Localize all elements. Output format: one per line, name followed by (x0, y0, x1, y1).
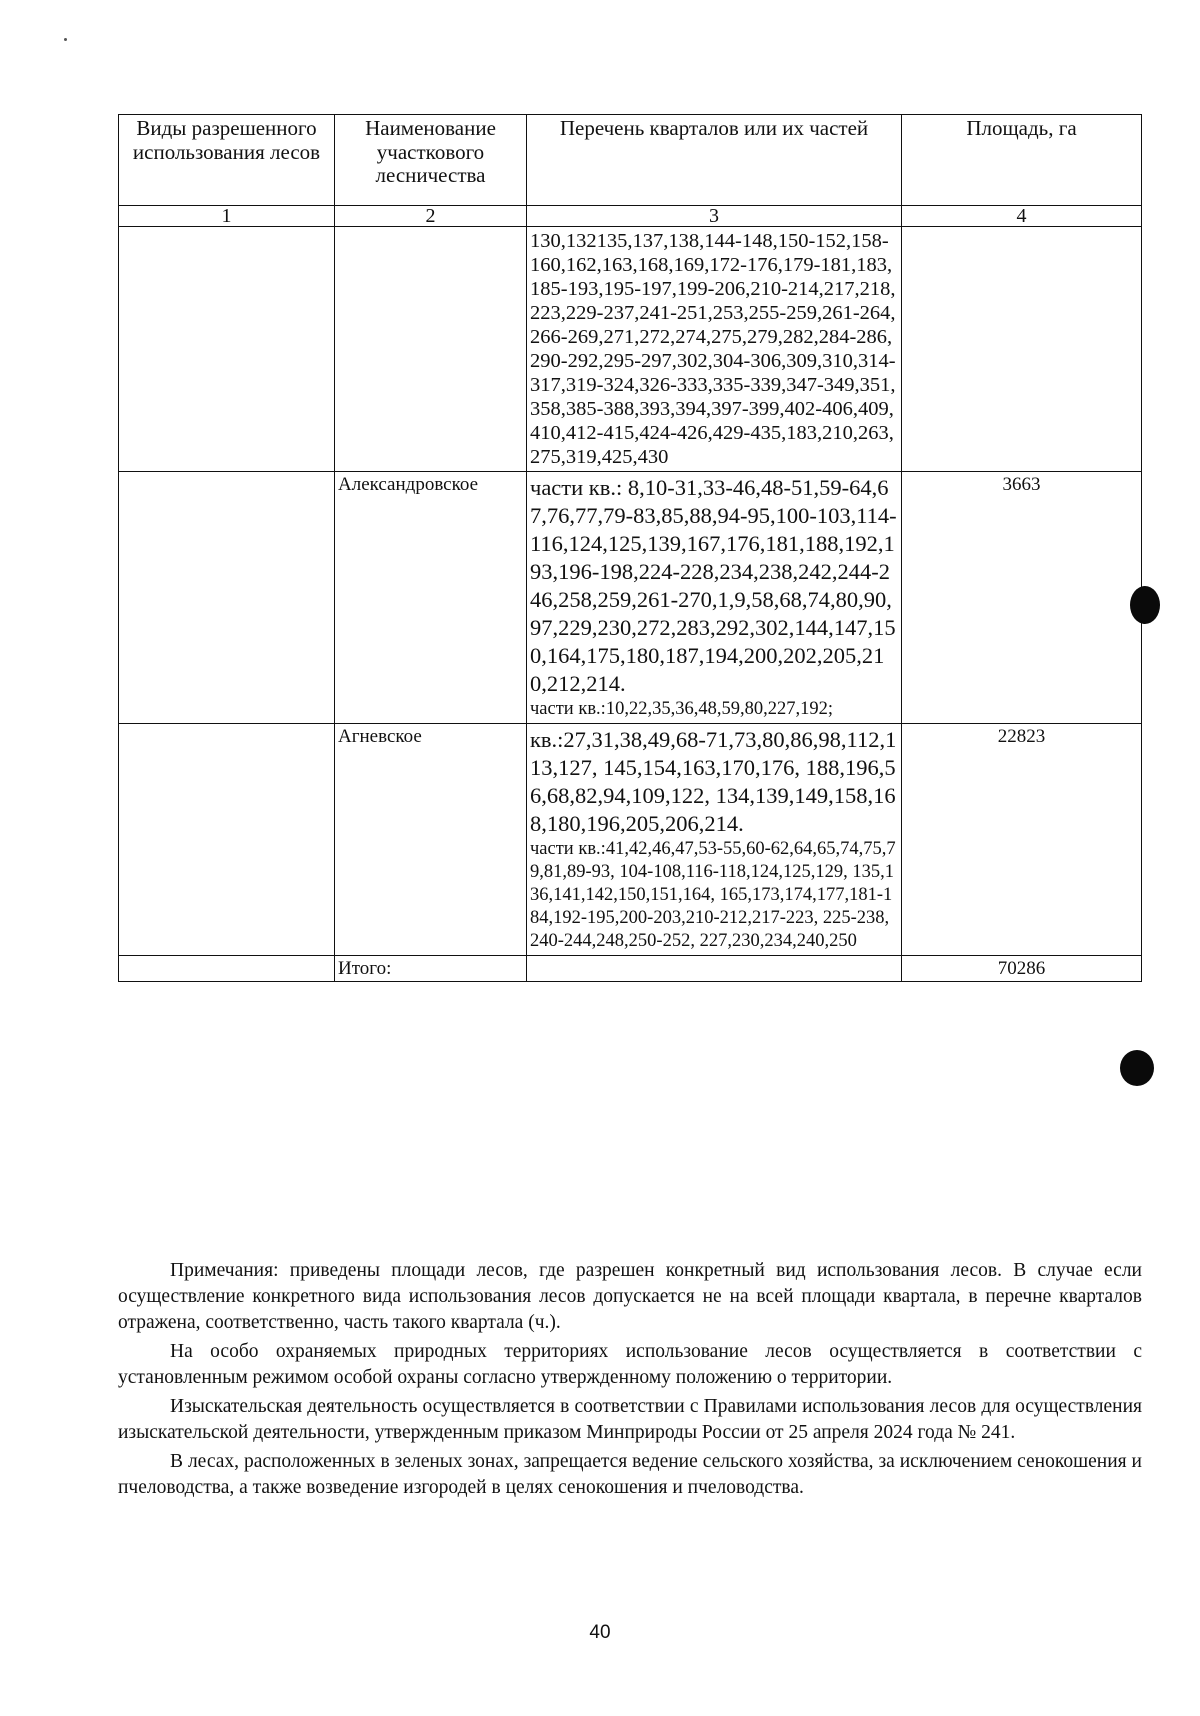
header-forestry-name: Наименование участкового лесничества (335, 115, 527, 206)
quarters-text: 130,132135,137,138,144-148,150-152,158-160,162,163,168,169,172-176,179-181,183,185-193,195-197,199-206,210-214,217,218,223,229-237,241-251,253,255-259,261-264,266-269,271,272,274,275,279,282,284-286,290-292,295-297,302,304-306,309,310,314-317,319-324,326-333,335-339,347-349,351,358,385-388,393,394,397-399,402-406,409,410,412-415,424-426,429-435,183,210,263,275,319,425,430 (530, 230, 896, 468)
total-empty-cell (119, 956, 335, 982)
quarters-text: части кв.:41,42,46,47,53-55,60-62,64,65,74,75,79,81,89-93, 104-108,116-118,124,125,129, 135,136,141,142,150,151,164, 165,173,174,177,181-184,192-195,200-203,210-212,217-223, 225-238,240-244,248,250-252, 227,230,234,240,250 (530, 839, 896, 951)
column-number: 3 (527, 206, 902, 227)
header-quarters-list: Перечень кварталов или их частей (527, 115, 902, 206)
ink-blot (1120, 1050, 1154, 1086)
table-row (119, 227, 1142, 472)
total-empty-cell (527, 956, 902, 982)
quarters-list-cell (527, 724, 902, 956)
forestry-name-cell: Агневское (335, 724, 527, 956)
page-number: 40 (589, 1622, 611, 1643)
total-label: Итого: (335, 956, 527, 982)
total-area: 70286 (902, 956, 1142, 982)
table-row (119, 724, 1142, 956)
quarters-list-cell (527, 472, 902, 724)
note-paragraph: На особо охраняемых природных территориях использование лесов осуществляется в соответствии с установленным режимом особой охраны согласно утвержденному положению о территории. (118, 1341, 1142, 1388)
column-number: 1 (119, 206, 335, 227)
forestry-name-cell: Александровское (335, 472, 527, 724)
table-body (119, 227, 1142, 956)
use-type-cell (119, 724, 335, 956)
note-paragraph: Изыскательская деятельность осуществляется в соответствии с Правилами использования лесов для осуществления изыскательской деятельности, утвержденным приказом Минприроды России от 25 апреля 2024 года № 241. (118, 1396, 1142, 1443)
total-row (119, 956, 1142, 982)
scan-speck (64, 38, 67, 41)
quarters-list-cell (527, 227, 902, 472)
area-cell: 22823 (902, 724, 1142, 956)
area-cell (902, 227, 1142, 472)
header-use-types: Виды разрешенного использования лесов (119, 115, 335, 206)
forestry-name-cell (335, 227, 527, 472)
table-row (119, 472, 1142, 724)
forest-use-table (118, 114, 1142, 982)
table-header-row (119, 115, 1142, 206)
note-paragraph: В лесах, расположенных в зеленых зонах, запрещается ведение сельского хозяйства, за исключением сенокошения и пчеловодства, а также возведение изгородей в целях сенокошения и пчеловодства. (118, 1451, 1142, 1498)
quarters-text: части кв.: 8,10-31,33-46,48-51,59-64,67,76,77,79-83,85,88,94-95,100-103,114-116,124,125,139,167,176,181,188,192,193,196-198,224-228,234,238,242,244-246,258,259,261-270,1,9,58,68,74,80,90,97,229,230,272,283,292,302,144,147,150,164,175,180,187,194,200,202,205,210,212,214. (530, 475, 897, 696)
column-number: 2 (335, 206, 527, 227)
use-type-cell (119, 472, 335, 724)
quarters-text: части кв.:10,22,35,36,48,59,80,227,192; (530, 699, 833, 719)
column-number: 4 (902, 206, 1142, 227)
note-paragraph: Примечания: приведены площади лесов, где разрешен конкретный вид использования лесов. В случае если осуществление конкретного вида использования лесов допускается не на всей площади квартала, в перечне кварталов отражена, соответственно, часть такого квартала (ч.). (118, 1260, 1142, 1333)
area-cell: 3663 (902, 472, 1142, 724)
use-type-cell (119, 227, 335, 472)
column-numbers-row (119, 206, 1142, 227)
quarters-text: кв.:27,31,38,49,68-71,73,80,86,98,112,113,127, 145,154,163,170,176, 188,196,56,68,82,94,109,122, 134,139,149,158,168,180,196,205,206,214. (530, 727, 897, 836)
notes-section (118, 1258, 1142, 1504)
header-area: Площадь, га (902, 115, 1142, 206)
ink-blot (1130, 586, 1160, 624)
